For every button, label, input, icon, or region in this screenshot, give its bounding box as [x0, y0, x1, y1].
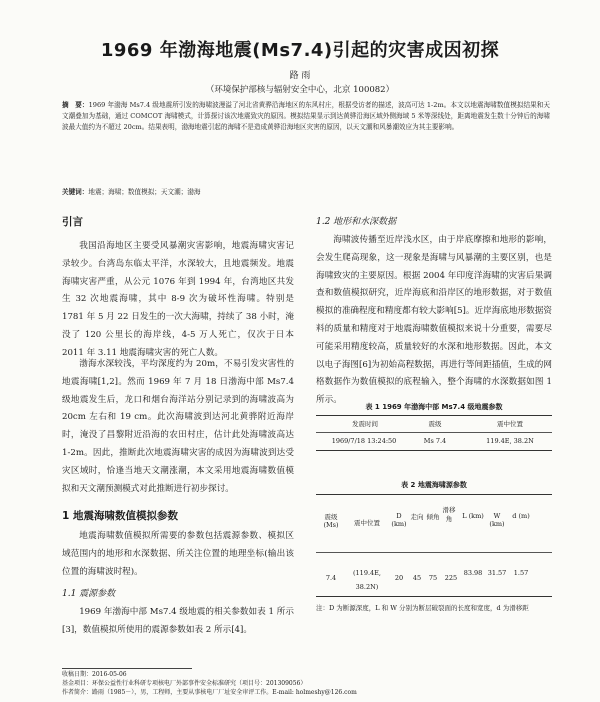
table-2-cell: 7.4 — [325, 574, 337, 582]
table-1-cell: 119.4E, 38.2N — [486, 437, 534, 445]
table-1-header-cell: 震中位置 — [497, 420, 523, 428]
table-2-header-cell: L (km) — [462, 512, 484, 520]
author-name: 路 雨 — [289, 71, 311, 81]
table-1-caption: 表 1 1969 年渤海中部 Ms7.4 级地震参数 — [365, 403, 503, 411]
footnote-fund: 基金项目：环保公益性行业科研专项核电厂外部事件安全标准研究（项目号：201309056） — [62, 680, 307, 687]
footnote-received: 收稿日期：2016-05-06 — [62, 671, 127, 678]
section-1-2-heading: 1.2 地形和水深数据 — [316, 217, 397, 227]
table-1-cell: 1969/7/18 13:24:50 — [331, 437, 397, 445]
table-2-header-cell: 倾角 — [426, 513, 440, 521]
author-affiliation: （环境保护部核与辐射安全中心，北京 100082） — [205, 85, 395, 95]
keywords-text: 地震；海啸；数值模拟；天文潮；渤海 — [88, 188, 201, 196]
keywords-label: 关键词： — [62, 188, 89, 196]
table-2-header-cell: 滑移角 — [442, 506, 456, 523]
table-2-header-cell: 走向 — [410, 513, 424, 521]
abstract-text: 1969 年渤海 Ms7.4 级地震所引发的海啸波漫溢了河北省黄骅沿海地区的东风村庄，根据受访者的描述，波高可达 1-2m。本文以地震海啸数值模拟结果和天文潮叠加为基础，通过 COMCOT 海啸模式，计算探讨该次地震致灾的原因。模拟结果显示到达黄骅沿海区域外侧海域 5 米等深线处，距离地震发生数十分钟后的海啸波最大值约为不超过 20cm。结果表明，渤海地震引起的海啸不是造成黄骅沿海地区灾害的原因，以天文潮和风暴潮效应为其主要影响。 — [62, 101, 551, 132]
table-2-header-cell: d (m) — [512, 512, 530, 520]
paper-title: 1969 年渤海地震(Ms7.4)引起的灾害成因初探 — [100, 40, 500, 61]
intro-heading: 引言 — [62, 216, 83, 228]
table-2-header-cell: W (km) — [489, 512, 505, 528]
table-2-cell: 20 — [394, 574, 404, 582]
table-2-header-cell: 震中位置 — [354, 519, 380, 527]
table-2-cell: 83.98 — [463, 569, 483, 577]
table-1-header-cell: 震级 — [428, 420, 442, 428]
table-2-cell: (119.4E, 38.2N) — [353, 569, 381, 591]
intro-paragraph-2: 渤海水深较浅，平均深度约为 20m，不易引发灾害性的地震海啸[1,2]。然而 1969 年 7 月 18 日渤海中部 Ms7.4 级地震发生后，龙口和烟台海洋站分别记录到的海啸波高为 20cm 左右和 19 cm。此次海啸波到达河北黄骅附近海岸时，淹没了昌黎附近沿海的农田村庄，估计此处海啸波高达 1-2m。因此，推断此次地震海啸灾害的成因为海啸波到达受灾区域时，恰逢当地天文潮涨潮，本文采用地震海啸数值模拟和天文潮预测模式对此推断进行初步探讨。 — [62, 359, 294, 494]
footnote-divider — [62, 668, 192, 669]
table-1-top-rule — [316, 415, 552, 416]
section-1-1-paragraph: 1969 年渤海中部 Ms7.4 级地震的相关参数如表 1 所示[3]，数值模拟所使用的震源参数如表 2 所示[4]。 — [62, 607, 294, 635]
table-2-cell: 225 — [444, 574, 458, 582]
table-2-top-rule — [316, 494, 552, 495]
table-1-bottom-rule — [316, 450, 552, 451]
section-1-heading: 1 地震海啸数值模拟参数 — [62, 510, 178, 522]
section-1-paragraph: 地震海啸数值模拟所需要的参数包括震源参数、模拟区域范围内的地形和水深数据、所关注位置的地理坐标(输出该位置的海啸波时程)。 — [62, 531, 294, 577]
footnote-author-bio: 作者简介：路雨（1985－），男，工程师，主要从事核电厂厂址安全审评工作。E-mail: holmeshy@126.com — [62, 689, 357, 696]
abstract-label: 摘 要： — [62, 101, 89, 109]
keywords — [62, 187, 550, 198]
table-2-header-cell: D (km) — [391, 512, 407, 528]
table-1-cell: Ms 7.4 — [423, 437, 447, 445]
table-2-cell: 75 — [428, 574, 438, 582]
table-2-cell: 45 — [412, 574, 422, 582]
section-1-1-heading: 1.1 震源参数 — [62, 589, 116, 599]
section-1-2-paragraph: 海啸波传播至近岸浅水区，由于岸底摩擦和地形的影响，会发生爬高现象，这一现象是海啸与风暴潮的主要区别，也是海啸致灾的主要原因。根据 2004 年印度洋海啸的灾害后果调查和数值模拟研究，近岸海底和沿岸区的地形数据，对于数值模拟的准确程度和精度都有较大影响[5]。近岸海底地形数据资料的质量和精度对于地震海啸数值模拟来说十分重要，需要尽可能采用精度较高，质量较好的水深和地形数据。因此，本文以电子海图[6]为初始高程数据，再进行等间距插值，生成的网格数据作为数值模拟的底程输入，整个海啸的水深数据如图 1 所示。 — [316, 235, 552, 406]
abstract — [62, 100, 550, 134]
table-2-note: 注：D 为断源深度，L 和 W 分别为断层破裂面的长度和宽度，d 为滑移距 — [316, 604, 529, 612]
table-2-mid-rule — [316, 552, 552, 553]
table-1-mid-rule — [316, 432, 552, 433]
table-1-header-cell: 发震时间 — [352, 420, 378, 428]
intro-paragraph-1: 我国沿海地区主要受风暴潮灾害影响，地震海啸灾害记录较少。台湾岛东临太平洋，水深较大，且地震频发。地震海啸灾害严重，从公元 1076 年到 1994 年，台湾地区共发生 32 次地震海啸，其中 8-9 次为破坏性海啸。特别是 1781 年 5 月 22 日发生的一次大海啸，持续了 38 小时，淹没了 120 公里长的海岸线，4-5 万人死亡，仅次于日本 2011 年 3.11 地震海啸灾害的死亡人数。 — [62, 241, 294, 358]
table-2-caption: 表 2 地震海啸源参数 — [401, 481, 467, 489]
table-2-cell: 1.57 — [513, 569, 529, 577]
table-2-header-cell: 震级 (Ms) — [323, 513, 339, 529]
table-2-bottom-rule — [316, 596, 552, 597]
table-2-cell: 31.57 — [487, 569, 507, 577]
